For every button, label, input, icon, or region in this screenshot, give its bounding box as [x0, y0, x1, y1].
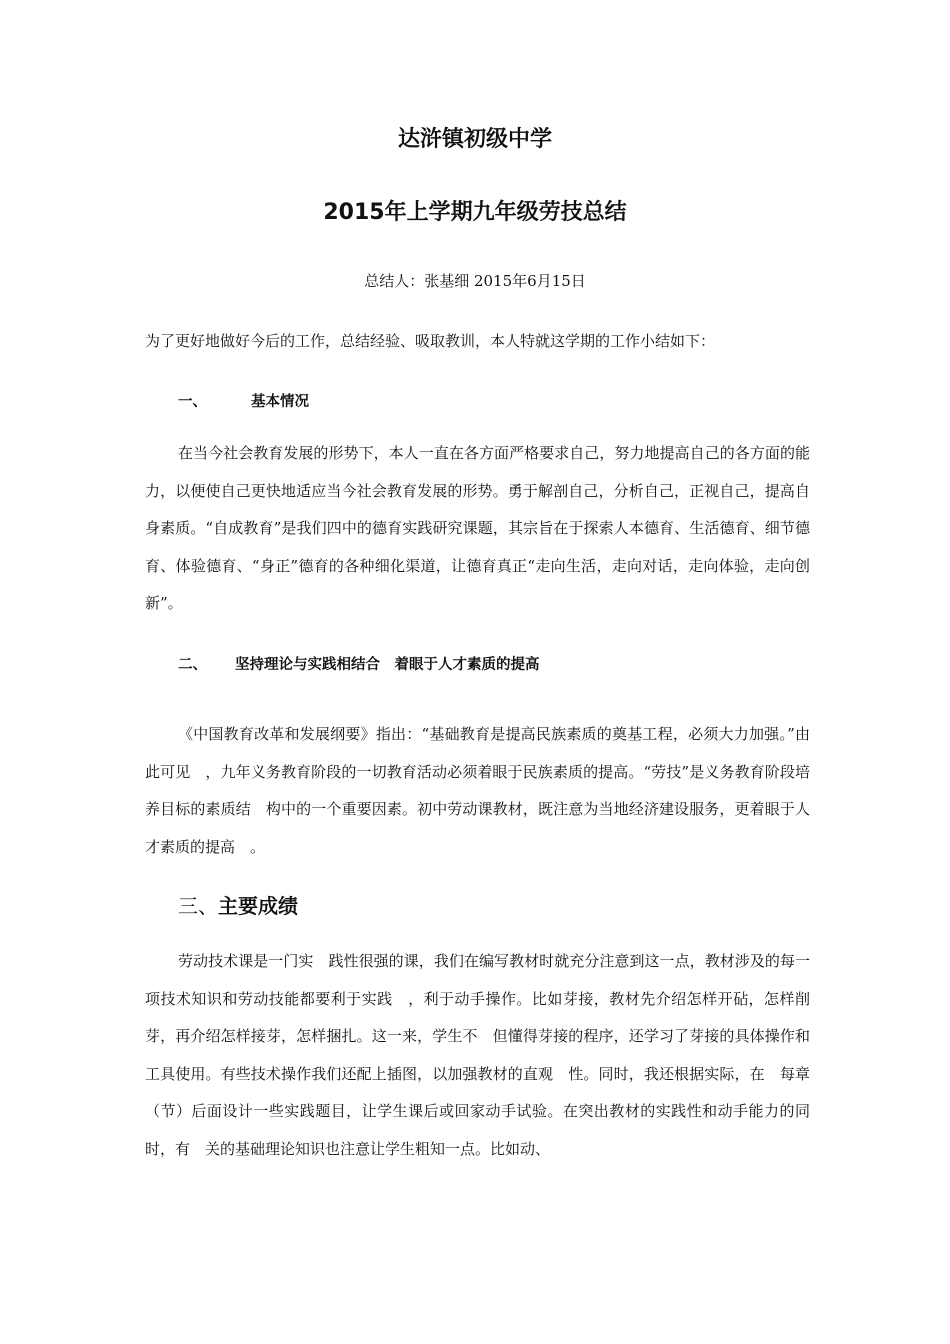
- report-title: 2015年上学期九年级劳技总结: [323, 200, 627, 225]
- section-2-number: 二、: [178, 657, 207, 673]
- section-3-title: 主要成绩: [218, 894, 298, 918]
- intro-paragraph: 为了更好地做好今后的工作，总结经验、吸取教训，本人特就这学期的工作小结如下：: [145, 332, 716, 350]
- section-3-number: 三、: [178, 894, 218, 918]
- section-1-title: 基本情况: [251, 394, 309, 410]
- section-2-title: 坚持理论与实践相结合 着眼于人才素质的提高: [235, 657, 540, 673]
- section-3-heading: [178, 890, 298, 919]
- section-3-body: 劳动技术课是一门实 践性很强的课，我们在编写教材时就充分注意到这一点，教材涉及的每一项技术知识和劳动技能都要利于实践 ，利于动手操作。比如芽接，教材先介绍怎样开砧，怎样削芽，再介绍怎样接芽，怎样捆扎。这一来，学生不 但懂得芽接的程序，还学习了芽接的具体操作和工具使用。有些技术操作我们还配上插图，以加强教材的直观 性。同时，我还根据实际，在 每章（节）后面设计一些实践题目，让学生课后或回家动手试验。在突出教材的实践性和动手能力的同时，有 关的基础理论知识也注意让学生粗知一点。比如动、: [145, 952, 810, 1158]
- section-1-heading: [178, 390, 309, 411]
- school-title: 达浒镇初级中学: [397, 127, 552, 152]
- section-2-heading: [178, 653, 540, 674]
- byline: 总结人：张基细 2015年6月15日: [364, 272, 586, 290]
- section-2-body: 《中国教育改革和发展纲要》指出：“基础教育是提高民族素质的奠基工程，必须大力加强。”由此可见 ，九年义务教育阶段的一切教育活动必须着眼于民族素质的提高。“劳技”是义务教育阶段培养目标的素质结 构中的一个重要因素。初中劳动课教材，既注意为当地经济建设服务，更着眼于人才素质的提高 。: [145, 725, 810, 856]
- section-1-number: 一、: [178, 394, 207, 410]
- section-1-body: 在当今社会教育发展的形势下，本人一直在各方面严格要求自己，努力地提高自己的各方面的能力，以便使自己更快地适应当今社会教育发展的形势。勇于解剖自己，分析自己，正视自己，提高自身素质。“自成教育”是我们四中的德育实践研究课题，其宗旨在于探索人本德育、生活德育、细节德育、体验德育、“身正”德育的各种细化渠道，让德育真正“走向生活，走向对话，走向体验，走向创新”。: [145, 444, 810, 612]
